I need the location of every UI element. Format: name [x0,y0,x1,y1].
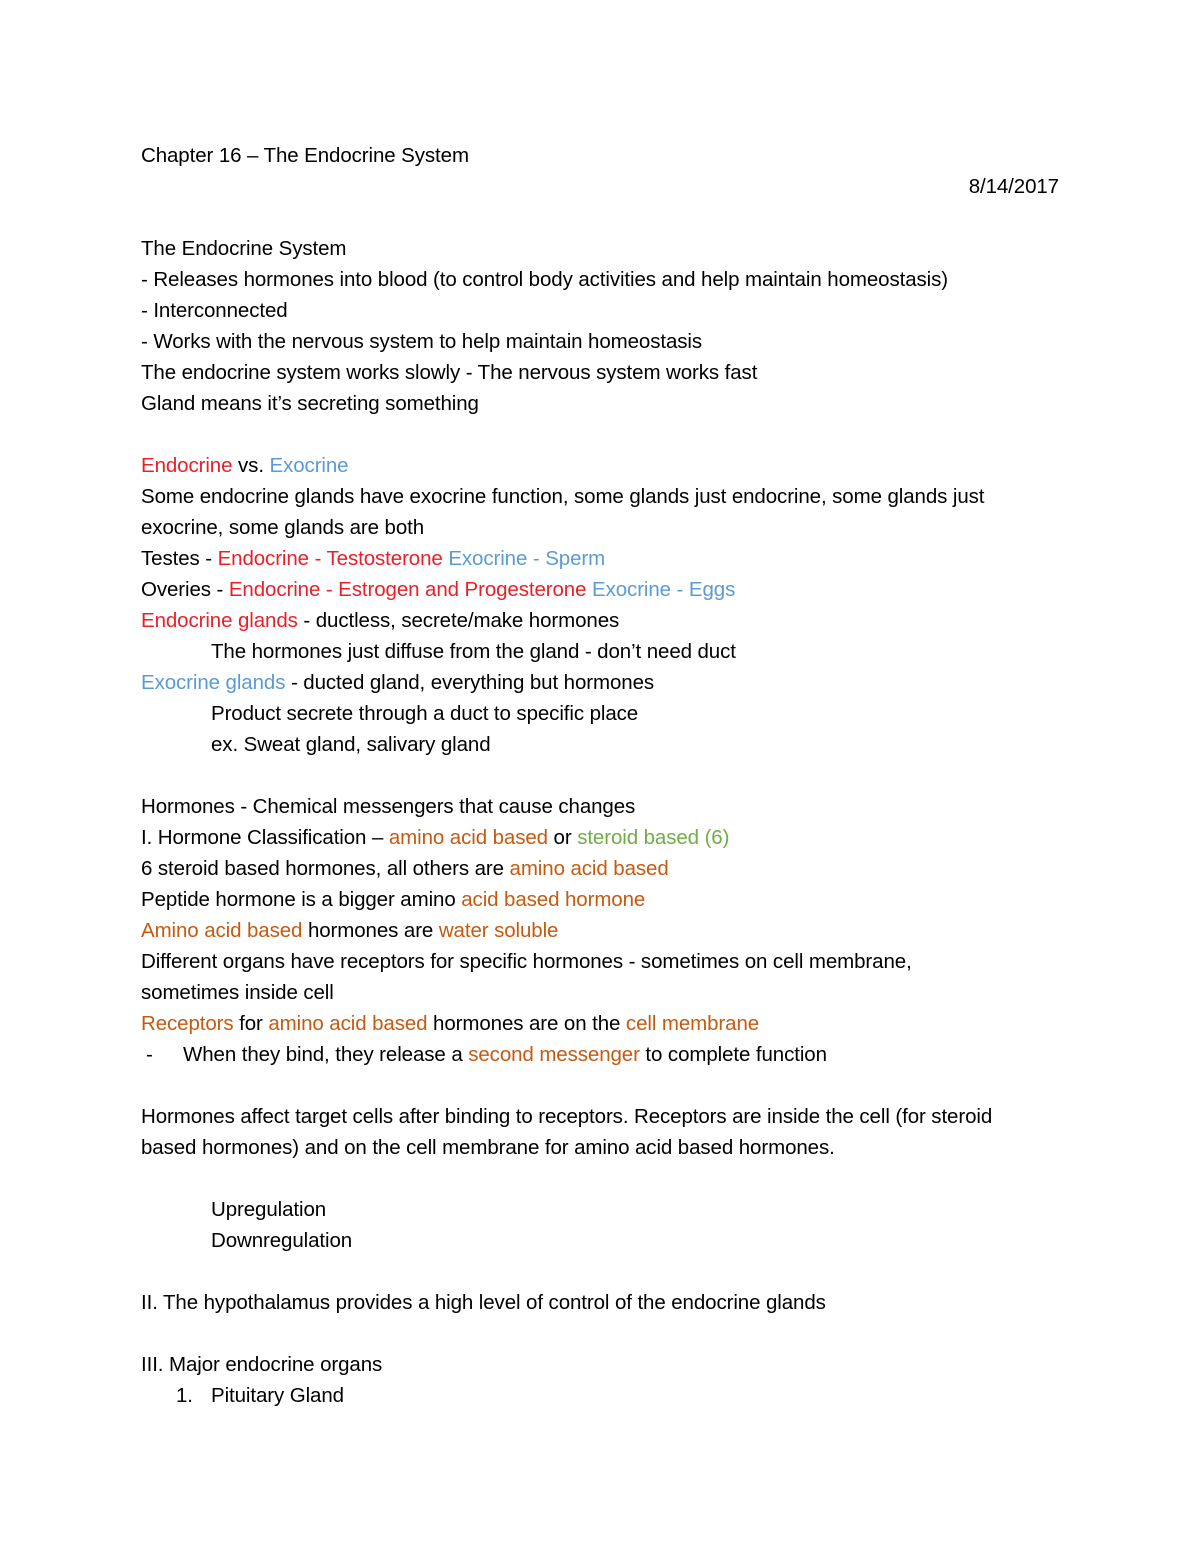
downregulation-text: Downregulation [211,1229,353,1252]
ovaries-endocrine: Endocrine - Estrogen and Progesterone [228,578,587,601]
note-line: Hormones affect target cells after binding to receptors. Receptors are inside the cell (for steroid [141,1105,993,1128]
ovaries-exocrine: Exocrine - Eggs [586,578,736,601]
endocrine-term: Endocrine [141,454,233,477]
hypothalamus-heading: II. The hypothalamus provides a high level of control of the endocrine glands [141,1291,826,1314]
acid-based-hormone-term: acid based hormone [461,888,646,911]
document-date: 8/14/2017 [968,175,1059,198]
text-segment: hormones are [302,919,439,942]
endocrine-glands-term: Endocrine glands [141,609,298,632]
text-segment: When they bind, they release a [183,1043,469,1066]
bullet-text [183,1039,827,1070]
amino-acid-term: amino acid based [268,1012,428,1035]
note-line: - Works with the nervous system to help maintain homeostasis [141,330,703,353]
hormones-definition: Hormones - Chemical messengers that cause changes [141,795,636,818]
text-segment: to complete function [639,1043,827,1066]
note-line: - Releases hormones into blood (to control body activities and help maintain homeostasis) [141,268,948,291]
cell-membrane-term: cell membrane [625,1012,760,1035]
receptors-term: Receptors [141,1012,234,1035]
note-line: - Interconnected [141,299,288,322]
endocrine-glands-line [141,605,619,636]
note-line: exocrine, some glands are both [141,516,425,539]
list-number: 1. [176,1384,193,1407]
second-messenger-term: second messenger [468,1043,640,1066]
amino-acid-term: amino acid based [388,826,548,849]
endocrine-vs-exocrine-heading [141,450,348,481]
note-line: based hormones) and on the cell membrane for amino acid based hormones. [141,1136,835,1159]
note-line: sometimes inside cell [141,981,334,1004]
water-soluble-term: water soluble [438,919,559,942]
exocrine-glands-line [141,667,654,698]
vs-text: vs. [232,454,270,477]
note-line: The endocrine system works slowly - The nervous system works fast [141,361,758,384]
note-line: Some endocrine glands have exocrine function, some glands just endocrine, some glands just [141,485,985,508]
amino-acid-term: Amino acid based [141,919,303,942]
exocrine-glands-definition: - ducted gland, everything but hormones [285,671,655,694]
note-subline: The hormones just diffuse from the gland - don’t need duct [211,640,736,663]
testes-line [141,543,605,574]
note-subline: ex. Sweat gland, salivary gland [211,733,491,756]
document-title: Chapter 16 – The Endocrine System [141,144,469,167]
testes-endocrine: Endocrine - Testosterone [217,547,443,570]
testes-label: Testes - [141,547,218,570]
note-subline: Product secrete through a duct to specific place [211,702,639,725]
exocrine-term: Exocrine [269,454,349,477]
major-organs-heading: III. Major endocrine organs [141,1353,383,1376]
upregulation-text: Upregulation [211,1198,327,1221]
note-line [141,1008,759,1039]
exocrine-glands-term: Exocrine glands [141,671,286,694]
steroid-term: steroid based (6) [577,826,730,849]
note-line [141,884,645,915]
note-line [141,853,669,884]
classification-label: I. Hormone Classification – [141,826,389,849]
list-item-text: Pituitary Gland [211,1384,344,1407]
hormone-classification-line [141,822,729,853]
text-segment: Peptide hormone is a bigger amino [141,888,462,911]
bullet-dash: - [146,1043,153,1066]
testes-exocrine: Exocrine - Sperm [442,547,606,570]
section-heading-endocrine-system: The Endocrine System [141,237,347,260]
note-line: Gland means it’s secreting something [141,392,479,415]
text-segment: hormones are on the [427,1012,626,1035]
amino-acid-term: amino acid based [509,857,669,880]
or-text: or [547,826,578,849]
text-segment: for [233,1012,269,1035]
endocrine-glands-definition: - ductless, secrete/make hormones [297,609,620,632]
ovaries-label: Overies - [141,578,229,601]
ovaries-line [141,574,735,605]
note-line [141,915,558,946]
note-line: Different organs have receptors for specific hormones - sometimes on cell membrane, [141,950,912,973]
text-segment: 6 steroid based hormones, all others are [141,857,510,880]
